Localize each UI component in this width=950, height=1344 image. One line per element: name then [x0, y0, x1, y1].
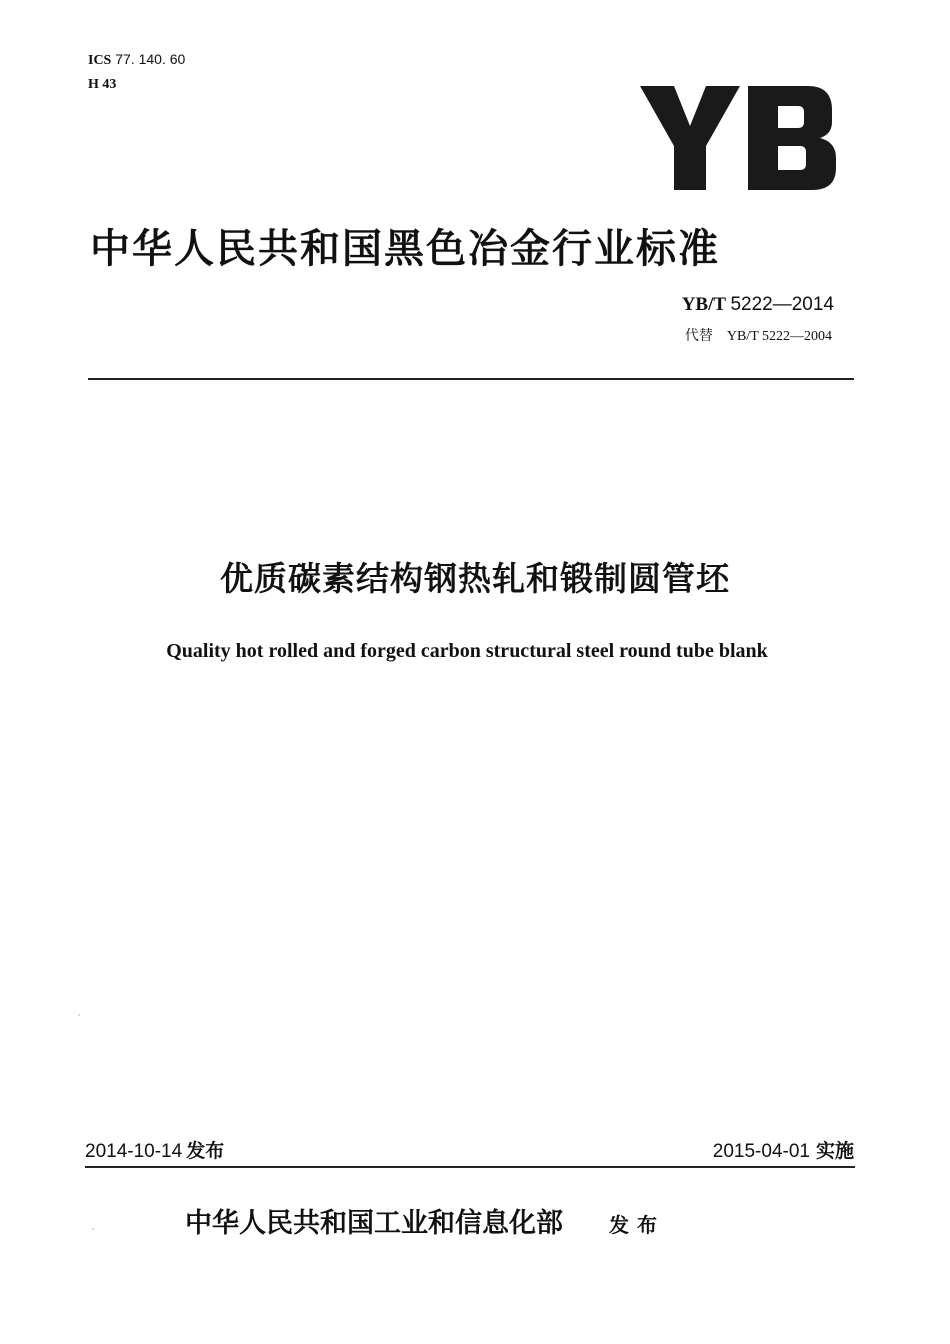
issuer-name: 中华人民共和国工业和信息化部: [185, 1208, 563, 1239]
replaces-code: YB/T 5222—2004: [726, 329, 832, 344]
replaces-label: 代替: [684, 328, 713, 344]
header-divider: [88, 378, 854, 380]
ics-prefix: ICS: [88, 53, 112, 68]
issuer-publish-word: 发布: [609, 1213, 665, 1237]
document-title-chinese: 优质碳素结构钢热轧和锻制圆管坯: [220, 559, 730, 598]
scan-speck: [92, 1228, 94, 1230]
issuing-authority: [185, 1204, 665, 1245]
document-title-english: Quality hot rolled and forged carbon structural steel round tube blank: [166, 640, 768, 662]
issue-date-value: 2014-10-14: [85, 1141, 183, 1162]
ics-number: 77. 140. 60: [111, 51, 186, 67]
yb-logo: [640, 86, 836, 198]
implementation-date-word: 实施: [815, 1140, 854, 1162]
yb-logo-mark: [640, 86, 836, 190]
standard-number-value: 5222—2014: [730, 294, 834, 315]
standard-number-prefix: YB/T: [681, 294, 731, 315]
issue-date-word: 发布: [186, 1140, 225, 1162]
standard-number: [682, 293, 834, 317]
footer-divider: [85, 1166, 855, 1168]
ics-code: [88, 50, 185, 70]
industry-standard-title: 中华人民共和国黑色冶金行业标准: [90, 226, 720, 272]
classification-code: H 43: [88, 77, 117, 92]
implementation-date: [713, 1138, 854, 1165]
issue-date: [85, 1138, 224, 1165]
implementation-date-value: 2015-04-01: [712, 1141, 810, 1162]
replaces-line: [685, 326, 832, 347]
scan-speck: [78, 1014, 80, 1016]
